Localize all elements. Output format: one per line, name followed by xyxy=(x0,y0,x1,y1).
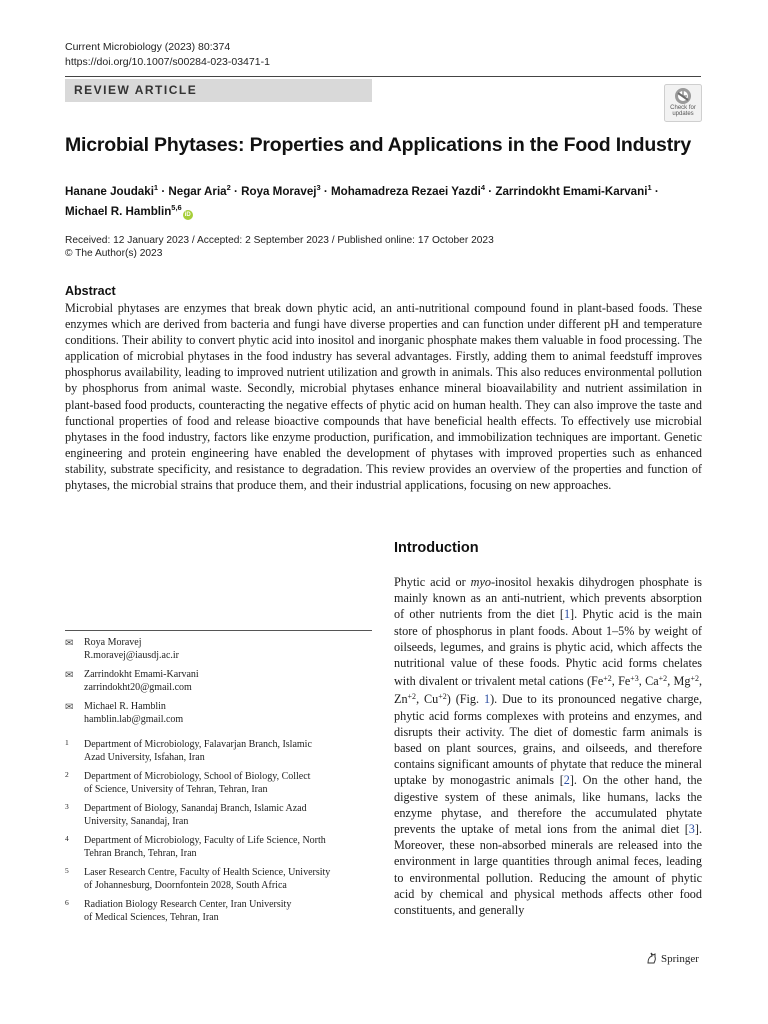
affiliation-entry: 2 Department of Microbiology, School of Biology, Collect of Science, University of Tehran, Tehran, Iran xyxy=(65,770,311,795)
publisher-name: Springer xyxy=(661,953,699,965)
journal-citation: Current Microbiology (2023) 80:374 xyxy=(65,41,231,53)
author-line-1: Hanane Joudaki$^1$ · Negar Aria$^2$ · Roya Moravej$^3$ · Mohamadreza Rezaei Yazdi$^4$ · Zarrindokht Emami-Karvani$^1$ · xyxy=(65,183,659,198)
author-name[interactable]: Roya Moravej xyxy=(241,185,317,198)
orcid-icon[interactable]: iD xyxy=(184,212,191,218)
citation-link[interactable]: 1 xyxy=(563,607,571,622)
affiliation-entry: 5 Laser Research Centre, Faculty of Health Science, University of Johannesburg, Doornfontein 2028, South Africa xyxy=(65,866,331,891)
contact-email[interactable]: R.moravej@iausdj.ac.ir xyxy=(84,649,180,661)
contact-email[interactable]: hamblin.lab@gmail.com xyxy=(84,713,184,725)
affiliation-number: 1 xyxy=(65,738,69,747)
check-for-updates-button[interactable] xyxy=(664,84,702,122)
check-updates-label: Check for updates xyxy=(670,105,696,117)
publisher-logo xyxy=(646,952,699,965)
citation-link[interactable]: 3 xyxy=(688,822,695,837)
affiliation-entry: 4 Department of Microbiology, Faculty of Life Science, North Tehran Branch, Tehran, Iran xyxy=(65,834,326,859)
article-type-badge xyxy=(65,79,372,102)
abstract-heading: Abstract xyxy=(65,284,116,298)
envelope-icon: ✉ xyxy=(65,702,74,713)
envelope-icon: ✉ xyxy=(65,670,74,681)
introduction-text: Phytic acid or myo-inositol hexakis dihydrogen phosphate is mainly known as an anti-nutrient, which prevents absorption of other nutrients from the diet [1]. Phytic acid is the main store of phosphorus in plant foods. About 1–5% by weight of oilseeds, legumes, and grains is phytic acid, which affects the nutritional value of these foods. Phytic acid forms chelates with divalent or trivalent metal cations ($Fe^{+2}$, $Fe^{+3}$, $Ca^{+2}$, $Mg^{+2}$, $Zn^{+2}$, $Cu^{+2}$) (Fig. 1). Due to its pronounced negative charge, phytic acid forms complexes with proteins and enzymes, and disrupts their activity. The diet of domestic farm animals is based on plant sources, grains, and oilseeds, and therefore contains significant amounts of phytate that reduce the mineral uptake by monogastric animals [2]. On the other hand, the digestive system of these animals, like humans, lacks the enzyme phytase, and therefore the accumulated phytate prevents the uptake of metal ions from the animal diet [3]. Moreover, these non-absorbed minerals are released into the environment in large quantities through animal feces, leading to environmental pollution. Reducing the amount of phytic acid by chemical and physical methods affects other food constituents, and generally xyxy=(394,575,703,918)
author-affil-ref: 1 xyxy=(153,183,159,192)
contact-name: Michael R. Hamblin xyxy=(84,701,166,712)
header-rule xyxy=(65,76,701,77)
envelope-icon: ✉ xyxy=(65,638,74,649)
author-affil-ref: 4 xyxy=(480,183,486,192)
affiliation-number: 3 xyxy=(65,802,69,811)
abstract-text: Microbial phytases are enzymes that break down phytic acid, an anti-nutritional compound found in plant-based foods. These enzymes which are derived from bacteria and fungi have diverse properties and can function under different pH and temperature conditions. Their ability to convert phytic acid into inositol and inorganic phosphate makes them valuable in food processing. The application of microbial phytases in the food industry has several advantages. Firstly, adding them to animal feedstuff improves phosphorus availability, leading to improved nutrient utilization and growth in animals. This also reduces environmental pollution by phosphorus from animal waste. Secondly, microbial phytases enhance mineral bioavailability and nutrient assimilation in plant-based food products, counteracting the negative effects of phytic acid on human health. They can also improve the taste and functional properties of food and release bioactive compounds that have beneficial health effects. To effectively use microbial phytases in the food industry, factors like enzyme production, purification, and immobilization techniques are important. Genetic engineering and protein engineering have enabled the development of phytases with improved properties such as enhanced stability, substrate specificity, and resistance to degradation. This review provides an overview of the properties and function of phytases, the microbial strains that produce them, and their industrial applications, focusing on new approaches. xyxy=(65,301,702,493)
history-dates: Received: 12 January 2023 / Accepted: 2 September 2023 / Published online: 17 October 2023 xyxy=(65,235,494,246)
contact-name: Roya Moravej xyxy=(84,637,142,648)
affiliations xyxy=(65,739,375,931)
author-affil-ref: 1 xyxy=(647,183,652,192)
affiliation-number: 5 xyxy=(65,866,69,875)
corresponding-authors xyxy=(65,637,375,733)
affiliation-entry: 1 Department of Microbiology, Falavarjan Branch, Islamic Azad University, Isfahan, Iran xyxy=(65,738,312,763)
figure-link[interactable]: 1 xyxy=(483,692,491,707)
footnote-rule xyxy=(65,630,372,631)
author-affil-ref: 2 xyxy=(226,183,231,192)
introduction-heading: Introduction xyxy=(394,540,479,556)
contact-entry xyxy=(65,669,375,701)
author-list xyxy=(65,180,705,220)
publication-dates xyxy=(65,234,494,260)
author-name[interactable]: Hanane Joudaki xyxy=(65,185,154,198)
contact-email[interactable]: zarrindokht20@gmail.com xyxy=(84,681,192,693)
affiliation-entry: 3 Department of Biology, Sanandaj Branch, Islamic Azad University, Sanandaj, Iran xyxy=(65,802,307,827)
author-name[interactable]: Mohamadreza Rezaei Yazdi xyxy=(330,185,481,198)
copyright: © The Author(s) 2023 xyxy=(65,248,163,259)
author-name[interactable]: Zarrindokht Emami-Karvani xyxy=(495,185,648,198)
author-affil-ref: 3 xyxy=(316,183,321,192)
affiliation-number: 6 xyxy=(65,898,69,907)
article-type-label: REVIEW ARTICLE xyxy=(74,83,198,97)
affiliation-number: 2 xyxy=(65,770,69,779)
contact-name: Zarrindokht Emami-Karvani xyxy=(84,669,199,680)
affiliation-number: 4 xyxy=(65,834,69,843)
affiliation-entry: 6 Radiation Biology Research Center, Iran University of Medical Sciences, Tehran, Iran xyxy=(65,898,292,923)
journal-info xyxy=(65,40,270,70)
contact-entry xyxy=(65,701,375,733)
springer-horse-icon xyxy=(646,952,658,964)
author-line-2 xyxy=(65,200,705,220)
author-name[interactable]: Michael R. Hamblin xyxy=(65,205,172,218)
contact-entry xyxy=(65,637,375,669)
author-affil-ref: 5,6 xyxy=(171,203,182,212)
doi-link[interactable]: https://doi.org/10.1007/s00284-023-03471-1 xyxy=(65,56,270,68)
citation-link[interactable]: 2 xyxy=(563,773,570,788)
author-name[interactable]: Negar Aria xyxy=(168,185,227,198)
article-title: Microbial Phytases: Properties and Applications in the Food Industry xyxy=(65,134,692,156)
